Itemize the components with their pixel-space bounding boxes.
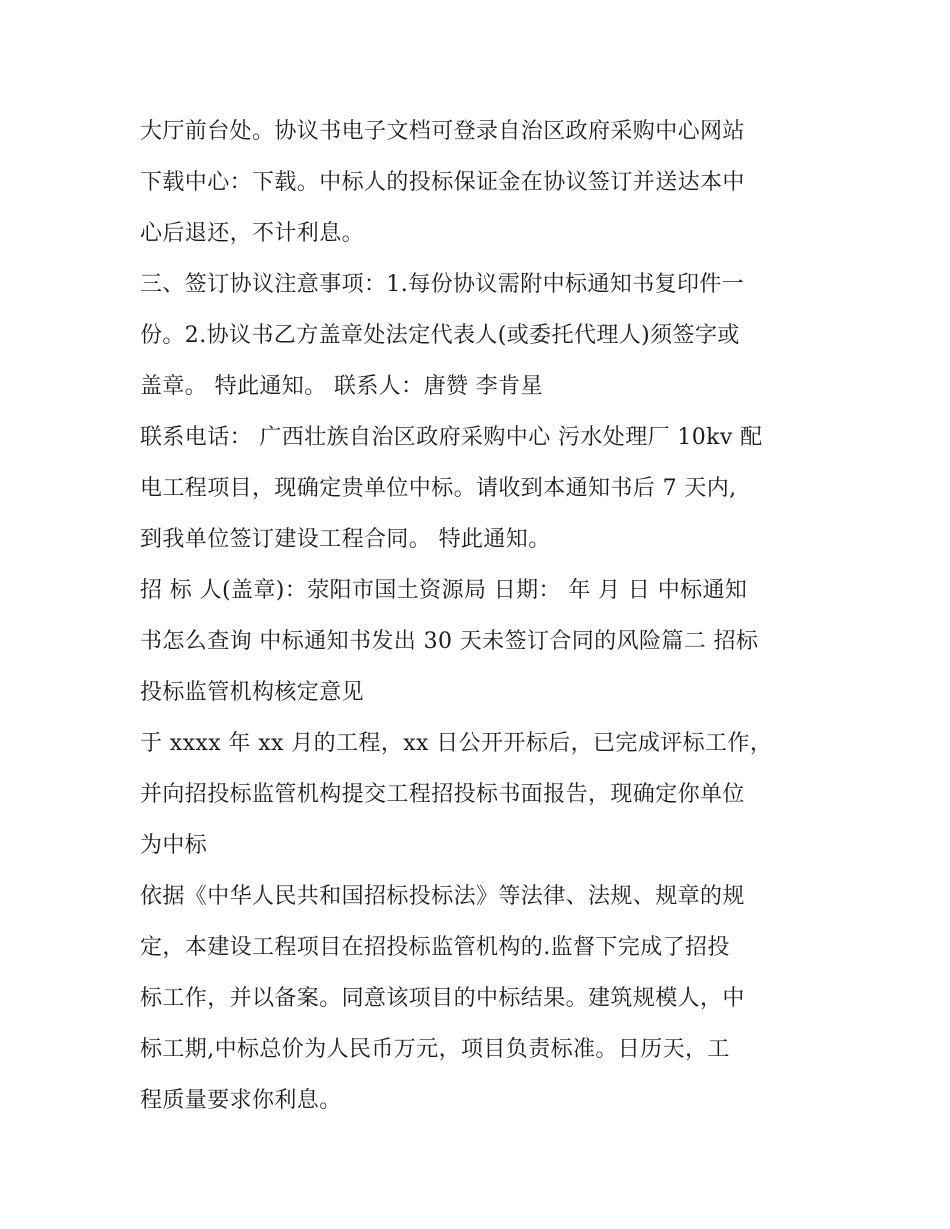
text-line: 份。2.协议书乙方盖章处法定代表人(或委托代理人)须签字或 bbox=[140, 323, 740, 348]
text-line: 于 xxxx 年 xx 月的工程，xx 日公开开标后，已完成评标工作， bbox=[140, 731, 773, 756]
text-line: 大厅前台处。协议书电子文档可登录自治区政府采购中心网站 bbox=[140, 119, 745, 144]
text-line: 三、签订协议注意事项：1.每份协议需附中标通知书复印件一 bbox=[140, 272, 745, 297]
text-line: 心后退还，不计利息。 bbox=[140, 221, 365, 246]
text-line: 招 标 人(盖章)：荥阳市国土资源局 日期： 年 月 日 中标通知 bbox=[140, 578, 748, 603]
text-line: 书怎么查询 中标通知书发出 30 天未签订合同的风险篇二 招标 bbox=[140, 629, 759, 654]
text-line: 盖章。 特此通知。 联系人：唐赞 李肯星 bbox=[140, 374, 543, 399]
text-line: 标工期,中标总价为人民币万元，项目负责标准。日历天，工 bbox=[140, 1037, 730, 1062]
text-line: 为中标 bbox=[140, 833, 208, 858]
text-line: 并向招投标监管机构提交工程招投标书面报告，现确定你单位 bbox=[140, 782, 745, 807]
text-line: 下载中心：下载。中标人的投标保证金在协议签订并送达本中 bbox=[140, 170, 745, 195]
text-line: 到我单位签订建设工程合同。 特此通知。 bbox=[140, 527, 551, 552]
text-line: 电工程项目，现确定贵单位中标。请收到本通知书后 7 天内, bbox=[140, 476, 737, 501]
text-line: 联系电话： 广西壮族自治区政府采购中心 污水处理厂 10kv 配 bbox=[140, 425, 763, 450]
text-line: 程质量要求你利息。 bbox=[140, 1088, 342, 1113]
text-line: 依据《中华人民共和国招标投标法》等法律、法规、规章的规 bbox=[140, 884, 745, 909]
text-line: 标工作，并以备案。同意该项目的中标结果。建筑规模人，中 bbox=[140, 986, 745, 1011]
text-line: 投标监管机构核定意见 bbox=[140, 680, 365, 705]
text-line: 定，本建设工程项目在招投标监管机构的.监督下完成了招投 bbox=[140, 935, 730, 960]
document-body bbox=[140, 106, 820, 1126]
